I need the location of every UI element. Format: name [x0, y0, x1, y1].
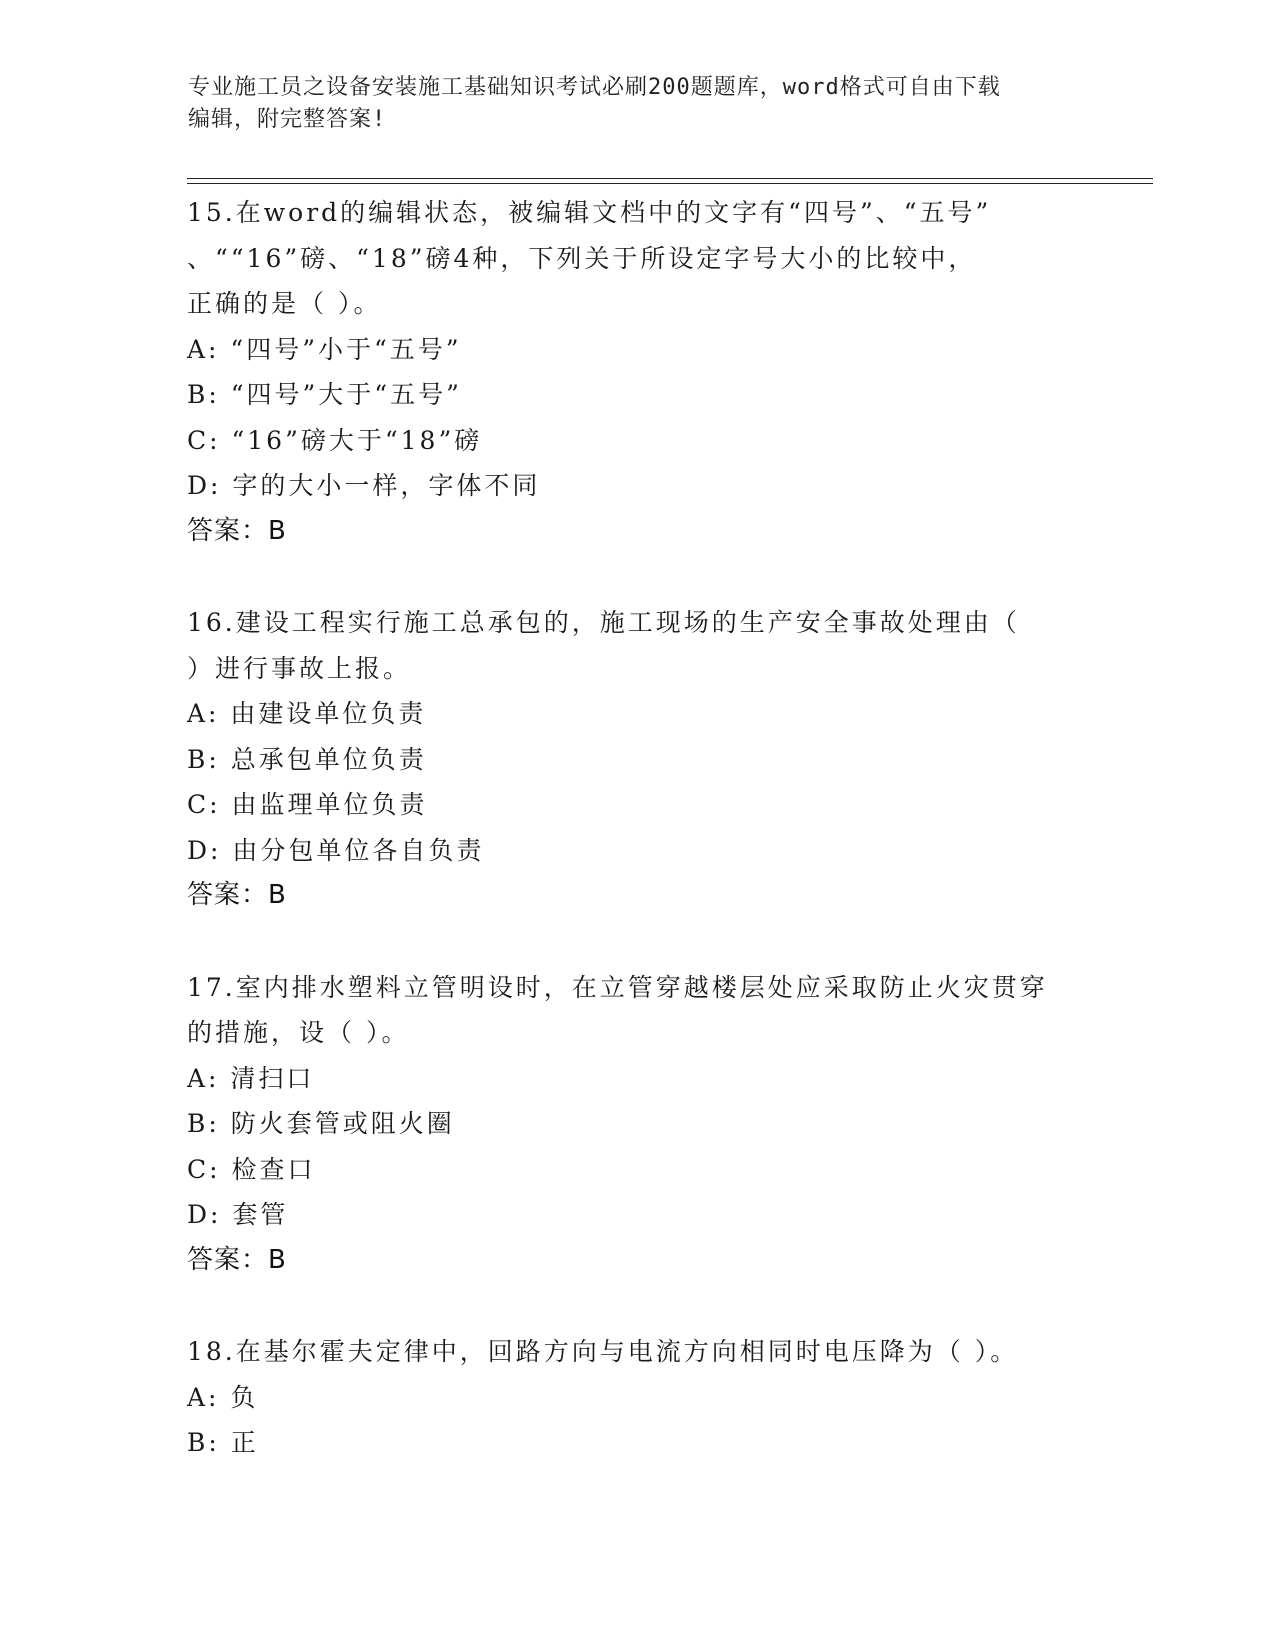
- header-line-1: 专业施工员之设备安装施工基础知识考试必刷200题题库，word格式可自由下载: [188, 75, 1001, 100]
- question-16: [187, 600, 1087, 919]
- option-c: C: 检查口: [187, 1154, 316, 1184]
- header-divider-bottom: [187, 183, 1153, 184]
- header-divider-top: [187, 178, 1153, 179]
- header-line-2: 编辑，附完整答案!: [188, 107, 387, 132]
- question-18: [187, 1329, 1087, 1466]
- option-c: C: 由监理单位负责: [187, 790, 428, 819]
- option-a: A: 由建设单位负责: [187, 699, 427, 728]
- option-b: B: 防火套管或阻火圈: [187, 1109, 455, 1138]
- question-stem-line: 18.在基尔霍夫定律中，回路方向与电流方向相同时电压降为（ ）。: [187, 1337, 1019, 1366]
- document-header: [188, 72, 1068, 136]
- question-17: [187, 965, 1087, 1284]
- option-d: D: 由分包单位各自负责: [187, 835, 485, 865]
- question-stem-line: 16.建设工程实行施工总承包的，施工现场的生产安全事故处理由（: [187, 608, 1020, 637]
- option-b: B: 正: [187, 1428, 259, 1457]
- question-stem-line: 、““16”磅、“18”磅4种，下列关于所设定字号大小的比较中，: [187, 243, 977, 273]
- question-stem-line: 17.室内排水塑料立管明设时，在立管穿越楼层处应采取防止火灾贯穿: [187, 972, 1048, 1002]
- question-list: [187, 190, 1087, 1512]
- option-b: B: 总承包单位负责: [187, 744, 427, 774]
- question-stem-line: 15.在word的编辑状态，被编辑文档中的文字有“四号”、“五号”: [187, 198, 992, 227]
- answer-label: 答案：B: [187, 1244, 287, 1275]
- question-stem-line: ）进行事故上报。: [187, 653, 412, 683]
- option-a: A: 负: [187, 1382, 259, 1412]
- option-a: A: 清扫口: [187, 1063, 315, 1093]
- option-b: B: “四号”大于“五号”: [187, 380, 462, 409]
- answer-label: 答案：B: [187, 880, 287, 910]
- question-15: [187, 190, 1087, 554]
- option-c: C: “16”磅大于“18”磅: [187, 425, 483, 455]
- option-a: A: “四号”小于“五号”: [187, 334, 462, 364]
- question-stem-line: 的措施，设（ ）。: [187, 1018, 410, 1047]
- option-d: D: 套管: [187, 1200, 289, 1229]
- question-stem-line: 正确的是（ ）。: [187, 289, 382, 318]
- answer-label: 答案：B: [187, 515, 287, 546]
- option-d: D: 字的大小一样，字体不同: [187, 471, 541, 500]
